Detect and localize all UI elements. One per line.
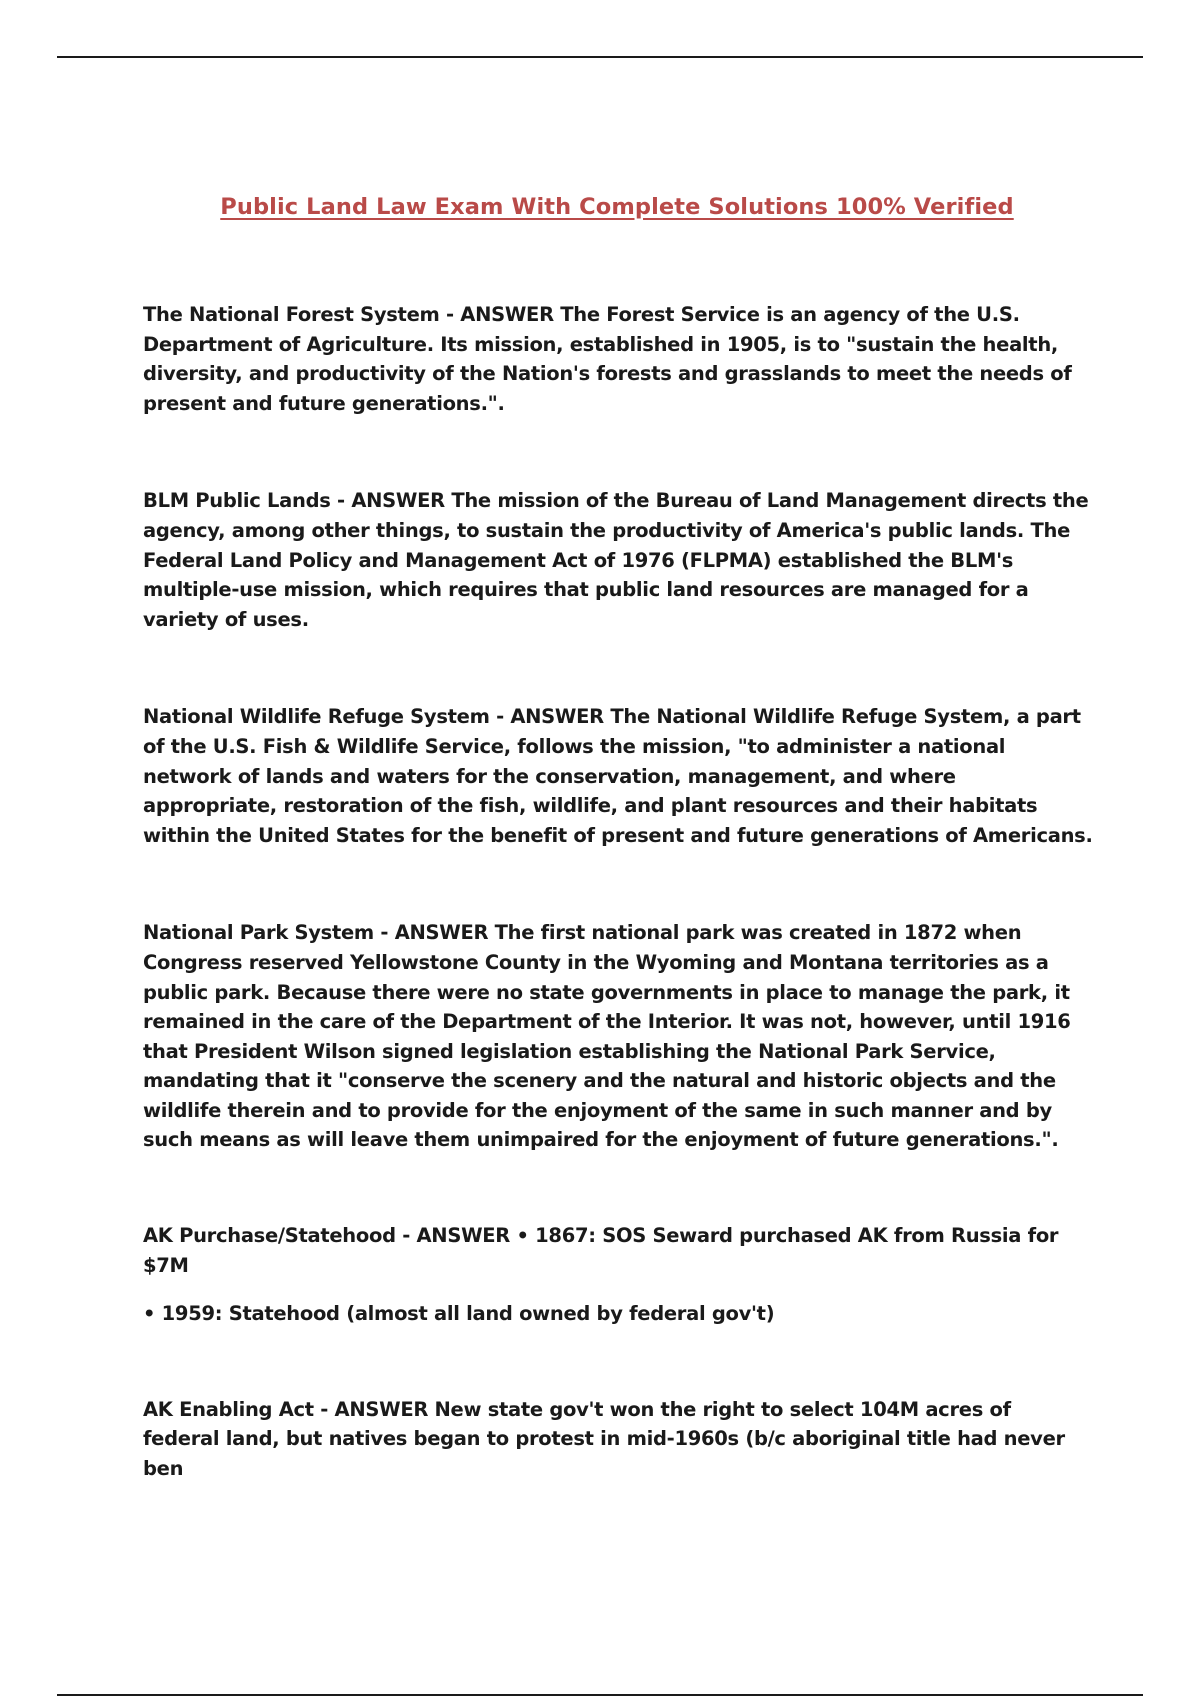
qa-entry-national-wildlife-refuge-system	[143, 702, 1093, 850]
footer-rule	[57, 1694, 1143, 1696]
qa-entry-text: AK Enabling Act - ANSWER New state gov't won the right to select 104M acres of federal land, but natives began to protest in mid-1960s (b/c aboriginal title had never ben	[143, 1397, 1065, 1481]
qa-entry-text: National Wildlife Refuge System - ANSWER The National Wildlife Refuge System, a part of the U.S. Fish & Wildlife Service, follows the mission, "to administer a national network of lands and waters for the conservation, management, and where appropriate, restoration of the fish, wildlife, and plant resources and their habitats within the United States for the benefit of present and future generations of Americans.	[143, 705, 1093, 847]
qa-entry-text: National Park System - ANSWER The first national park was created in 1872 when Congress reserved Yellowstone County in the Wyoming and Montana territories as a public park. Because there were no state governments in place to manage the park, it remained in the care of the Department of the Interior. It was not, however, until 1916 that President Wilson signed legislation establishing the National Park Service, mandating that it "conserve the scenery and the natural and historic objects and the wildlife therein and to provide for the enjoyment of the same in such manner and by such means as will leave them unimpaired for the enjoyment of future generations.".	[143, 921, 1071, 1152]
qa-entry-national-park-system	[143, 918, 1093, 1155]
qa-entry-text: BLM Public Lands - ANSWER The mission of the Bureau of Land Management directs the agency, among other things, to sustain the productivity of America's public lands. The Federal Land Policy and Management Act of 1976 (FLPMA) established the BLM's multiple-use mission, which requires that public land resources are managed for a variety of uses.	[143, 489, 1089, 631]
qa-entry-national-forest-system	[143, 300, 1093, 418]
qa-entry-ak-enabling-act	[143, 1395, 1093, 1484]
qa-entry-ak-purchase-statehood	[143, 1221, 1093, 1329]
qa-entry-bullet: • 1959: Statehood (almost all land owned by federal gov't)	[143, 1302, 775, 1326]
document-title: Public Land Law Exam With Complete Solutions 100% Verified	[220, 194, 1014, 220]
qa-entry-blm-public-lands	[143, 486, 1093, 634]
document-body	[143, 300, 1093, 1484]
qa-entry-text: AK Purchase/Statehood - ANSWER • 1867: SOS Seward purchased AK from Russia for $7M	[143, 1224, 1059, 1277]
qa-entry-text: The National Forest System - ANSWER The Forest Service is an agency of the U.S. Department of Agriculture. Its mission, established in 1905, is to "sustain the health, diversity, and productivity of the Nation's forests and grasslands to meet the needs of present and future generations.".	[143, 303, 1072, 415]
header-rule	[57, 56, 1143, 58]
